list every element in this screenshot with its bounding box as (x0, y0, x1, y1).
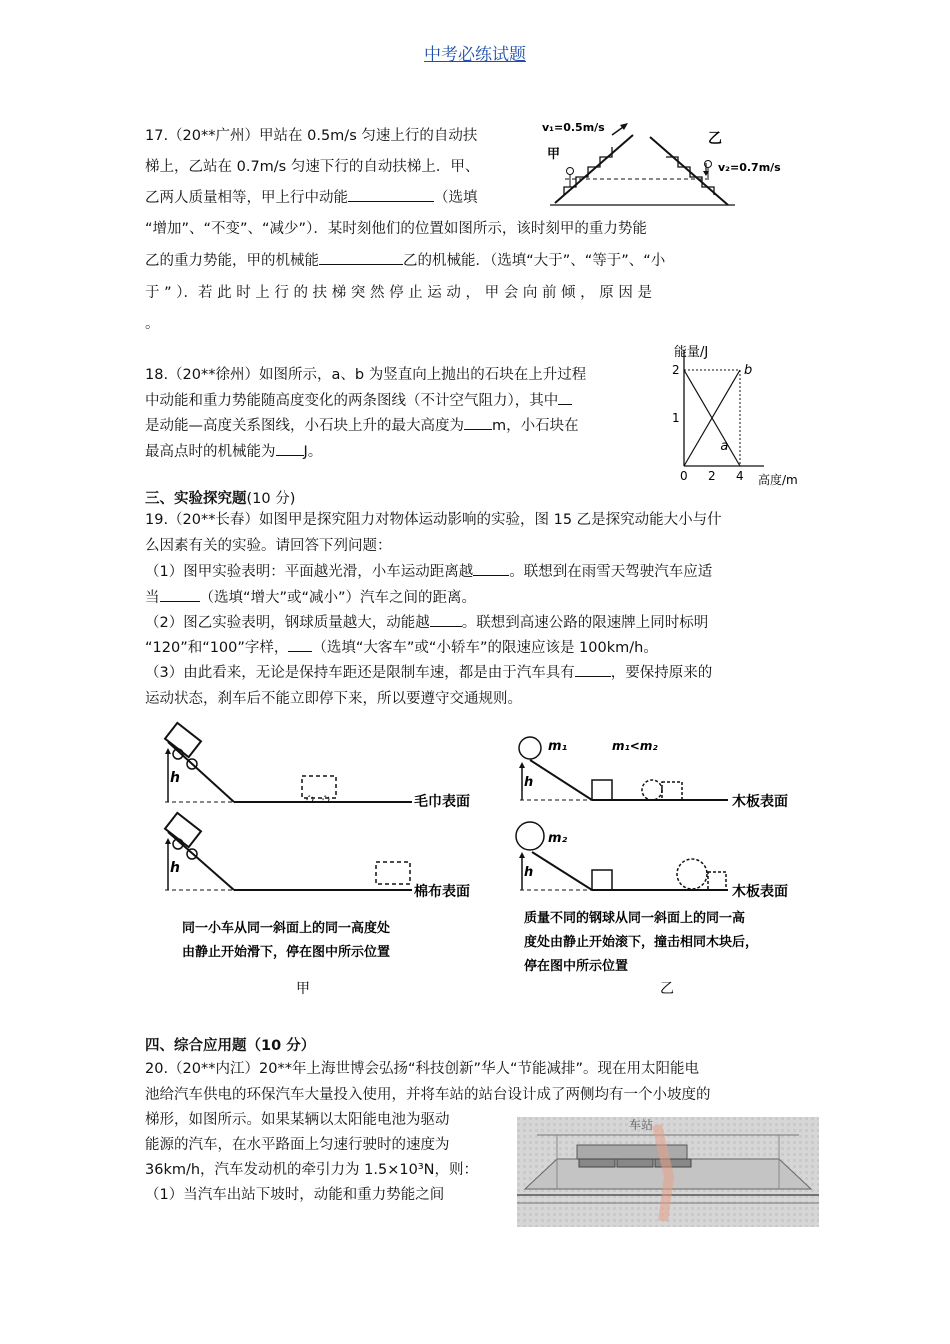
q17-text: 乙两人质量相等，甲上行中动能 (145, 190, 348, 206)
q19-text: 。联想到高速公路的限速牌上同时标明 (461, 615, 709, 631)
y-tick-label: 1 (672, 411, 680, 425)
q19-blank-3[interactable] (430, 612, 462, 627)
q17-line-4: “增加”、“不变”、“减少”）．某时刻他们的位置如图所示，该时刻甲的重力势能 (145, 221, 647, 237)
q19-line-4 (145, 585, 476, 611)
x-tick-label: 0 (680, 469, 688, 483)
figure-yi (510, 720, 810, 1000)
page-header-title[interactable]: 中考必练试题 (424, 45, 526, 65)
q19-text: ，要保持原来的 (610, 665, 713, 681)
caption-yi-line-1: 质量不同的钢球从同一斜面上的同一高 (524, 911, 746, 926)
q19-text: （选填“大客车”或“小轿车”的限速应该是 100km/h。 (312, 640, 658, 656)
figure-label-yi: 乙 (660, 981, 674, 997)
q19-blank-5[interactable] (575, 662, 611, 677)
q19-blank-1[interactable] (473, 561, 509, 576)
figure-label-jia: 甲 (296, 981, 310, 997)
q18-text: 最高点时的机械能为 (145, 444, 276, 460)
q18-line-1: 18.（20**徐州）如图所示，a、b 为竖直向上抛出的石块在上升过程 (145, 367, 587, 383)
v2-label: v₂=0.7m/s (718, 161, 781, 174)
q19-line-6 (145, 635, 658, 661)
q17-line-7: 。 (145, 316, 160, 332)
q17-blank-2[interactable] (319, 250, 403, 265)
mass-label: m₂ (548, 831, 568, 846)
h-label: h (170, 770, 180, 786)
x-tick-label: 4 (736, 469, 744, 483)
h-label: h (524, 775, 534, 790)
energy-height-chart (660, 338, 820, 488)
q17-text: （选填 (434, 190, 478, 206)
q19-text: 当 (145, 590, 160, 606)
escalator-figure (540, 115, 820, 210)
q17-blank-1[interactable] (348, 187, 434, 202)
section-score: （10 分） (246, 1038, 316, 1054)
section-3-heading (145, 487, 295, 508)
q18-text: J。 (303, 444, 323, 460)
section-title: 四、综合应用题 (145, 1038, 247, 1054)
ramp-cotton (165, 813, 470, 900)
q19-text: （3）由此看来，无论是保持车距还是限制车速，都是由于汽车具有 (145, 665, 575, 681)
q19-text: “120”和“100”字样， (145, 640, 289, 656)
q19-text: （1）图甲实验表明：平面越光滑，小车运动距离越 (145, 564, 474, 580)
section-score: (10 分) (246, 491, 296, 507)
figure-jia (150, 720, 490, 1000)
q17-text: 乙的重力势能，甲的机械能 (145, 253, 319, 269)
q17-line-1: 17.（20**广州）甲站在 0.5m/s 匀速上行的自动扶 (145, 128, 478, 144)
q17-line-2: 梯上，乙站在 0.7m/s 匀速下行的自动扶梯上．甲、 (145, 159, 480, 175)
q19-line-8: 运动状态，刹车后不能立即停下来，所以要遵守交通规则。 (145, 691, 522, 707)
section-4-heading (145, 1034, 315, 1055)
series-a-label: a (720, 439, 729, 454)
q18-text: 中动能和重力势能随高度变化的两条图线（不计空气阻力），其中 (145, 393, 559, 409)
q19-blank-4[interactable] (288, 637, 312, 652)
q17-line-6: 于 ” ）．若 此 时 上 行 的 扶 梯 突 然 停 止 运 动 ， 甲 会 向 前 倾 ， 原 因 是 (145, 285, 652, 301)
q17-line-5 (145, 246, 665, 277)
q19-line-5 (145, 610, 708, 636)
yi-label: 乙 (708, 131, 722, 147)
q19-line-1: 19.（20**长春）如图甲是探究阻力对物体运动影响的实验，图 15 乙是探究动能大小与什 (145, 512, 722, 528)
q19-blank-2[interactable] (160, 587, 200, 602)
y-axis-label: 能量/J (674, 345, 709, 360)
h-label: h (524, 865, 534, 880)
y-tick-label: 2 (672, 363, 680, 377)
mass-compare-label: m₁<m₂ (612, 739, 658, 753)
surface-label: 木板表面 (732, 884, 788, 900)
x-axis-label: 高度/m (758, 473, 798, 487)
q18-blank-1[interactable] (558, 390, 572, 405)
q17-line-3 (145, 183, 478, 214)
q19-text: 。联想到在雨雪天驾驶汽车应适 (509, 564, 713, 580)
q18-text: m，小石块在 (492, 418, 579, 434)
surface-label: 木板表面 (732, 794, 788, 810)
section-title: 三、实验探究题 (145, 491, 247, 507)
q18-blank-2[interactable] (464, 415, 492, 430)
mass-label: m₁ (548, 739, 568, 754)
ramp-towel (165, 723, 470, 810)
station-photo (517, 1117, 819, 1227)
x-tick-label: 2 (708, 469, 716, 483)
h-label: h (170, 860, 180, 876)
q18-text: 是动能—高度关系图线，小石块上升的最大高度为 (145, 418, 464, 434)
ramp-ball-m2 (516, 822, 788, 900)
surface-label: 毛巾表面 (414, 794, 470, 810)
jia-label: 甲 (547, 147, 561, 162)
q18-line-4 (145, 439, 322, 465)
caption-jia-line-2: 由静止开始滑下，停在图中所示位置 (182, 945, 391, 960)
q19-line-7 (145, 660, 712, 686)
q20-line-5: 36km/h，汽车发动机的牵引力为 1.5×10³N，则： (145, 1162, 478, 1178)
q18-line-3 (145, 413, 579, 439)
q20-line-1: 20.（20**内江）20**年上海世博会弘扬“科技创新”华人“节能减排”。现在用太阳能电 (145, 1061, 700, 1077)
q19-text: （选填“增大”或“减小”）汽车之间的距离。 (199, 590, 477, 606)
station-sign-label: 车站 (629, 1118, 654, 1132)
q17-text: 乙的机械能．（选填“大于”、“等于”、“小 (403, 253, 666, 269)
q18-blank-3[interactable] (276, 441, 304, 456)
caption-yi-line-3: 停在图中所示位置 (524, 959, 629, 974)
surface-label: 棉布表面 (414, 884, 470, 900)
q19-text: （2）图乙实验表明，钢球质量越大，动能越 (145, 615, 430, 631)
q20-line-4: 能源的汽车，在水平路面上匀速行驶时的速度为 (145, 1137, 450, 1153)
series-b-label: b (744, 363, 753, 378)
v1-label: v₁=0.5m/s (542, 121, 605, 134)
q20-line-2: 池给汽车供电的环保汽车大量投入使用，并将车站的站台设计成了两侧均有一个小坡度的 (145, 1087, 711, 1103)
ramp-ball-m1 (519, 737, 788, 810)
caption-yi-line-2: 度处由静止开始滚下，撞击相同木块后， (524, 935, 759, 950)
caption-jia-line-1: 同一小车从同一斜面上的同一高度处 (182, 921, 391, 936)
q20-line-3: 梯形，如图所示。如果某辆以太阳能电池为驱动 (145, 1112, 450, 1128)
q19-line-2: 么因素有关的实验。请回答下列问题： (145, 538, 392, 554)
q20-line-6: （1）当汽车出站下坡时，动能和重力势能之间 (145, 1187, 445, 1203)
q19-line-3 (145, 559, 712, 585)
q18-line-2 (145, 388, 572, 414)
